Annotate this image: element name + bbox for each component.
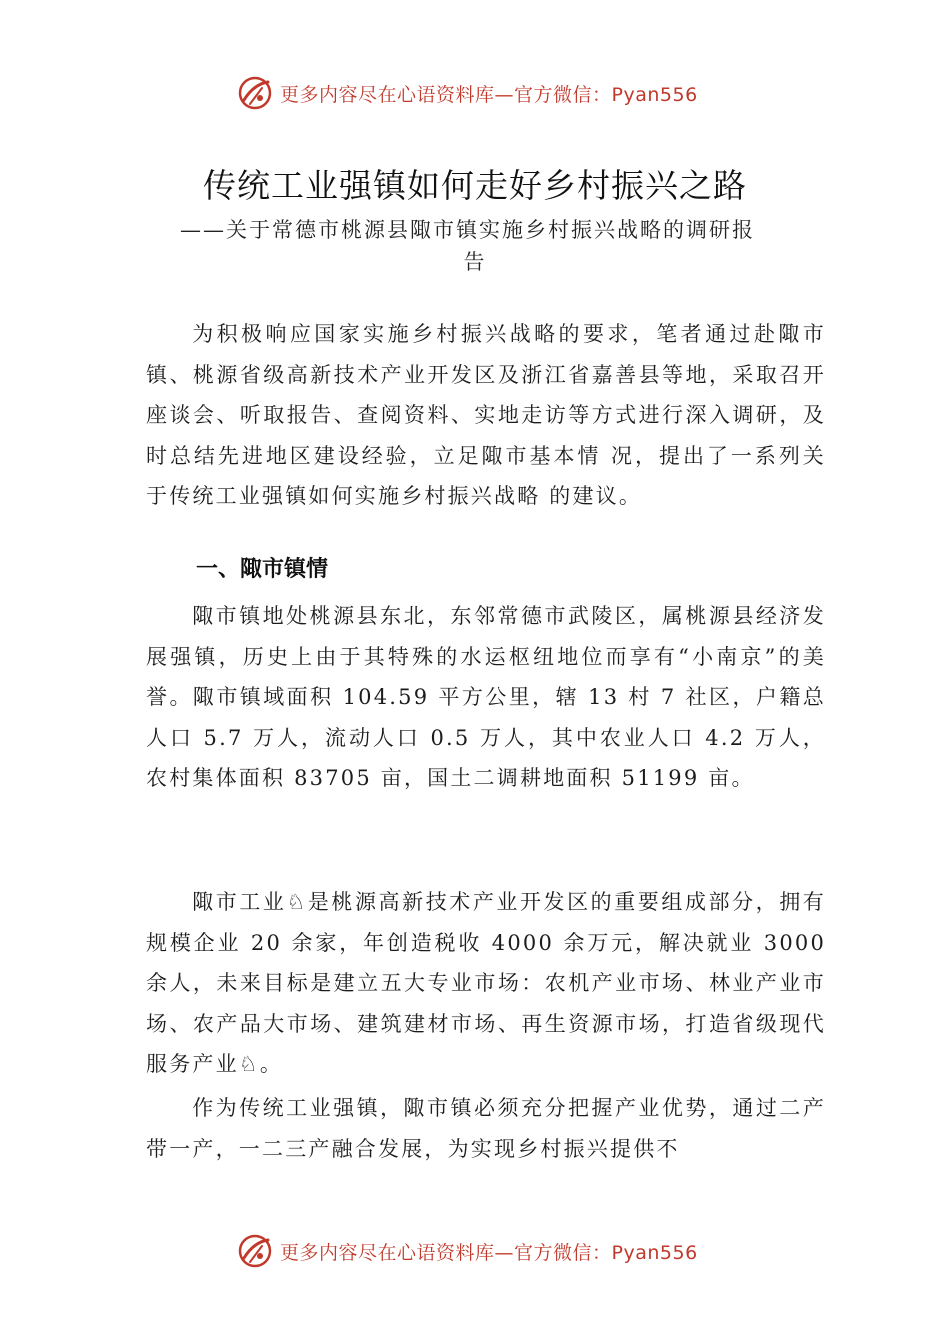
banner-wechat-id: Pyan556: [611, 1242, 698, 1264]
industry-paragraph: 陬市工业♘是桃源高新技术产业开发区的重要组成部分，拥有规模企业 20 余家，年创造税收 4000 余万元，解决就业 3000 余人，未来目标是建立五大专业市场：农机产业市场、林业产业市场、农产品大市场、建筑建材市场、再生资源市场，打造省级现代服务产业♘。: [146, 890, 826, 1076]
banner-separator: —: [494, 84, 515, 106]
document-subtitle: ——关于常德市桃源县陬市镇实施乡村振兴战略的调研报: [180, 218, 755, 242]
banner-slogan: 更多内容尽在心语资料库: [280, 1242, 495, 1264]
bottom-banner: [0, 1232, 950, 1272]
strategy-paragraph: 作为传统工业强镇，陬市镇必须充分把握产业优势，通过二产带一产，一二三产融合发展，为实现乡村振兴提供不: [146, 1096, 826, 1161]
library-logo-icon: [236, 74, 274, 112]
banner-wechat-label: 官方微信：: [514, 1242, 612, 1264]
banner-wechat-label: 官方微信：: [514, 84, 612, 106]
banner-wechat-id: Pyan556: [611, 84, 698, 106]
town-overview-paragraph: 陬市镇地处桃源县东北，东邻常德市武陵区，属桃源县经济发展强镇，历史上由于其特殊的水运枢纽地位而享有“小南京”的美誉。陬市镇域面积 104.59 平方公里，辖 13 村 7 社区，户籍总人口 5.7 万人，流动人口 0.5 万人，其中农业人口 4.2 万人，农村集体面积 83705 亩，国土二调耕地面积 51199 亩。: [146, 604, 826, 790]
top-banner: [0, 74, 950, 114]
banner-text: [280, 80, 698, 107]
document-title: 传统工业强镇如何走好乡村振兴之路: [203, 166, 747, 205]
document-subtitle-tail: 告: [463, 250, 487, 274]
banner-slogan: 更多内容尽在心语资料库: [280, 84, 495, 106]
banner-separator: —: [494, 1242, 515, 1264]
library-logo-icon: [236, 1232, 274, 1270]
section-heading: 一、陬市镇情: [196, 557, 329, 582]
intro-paragraph: 为积极响应国家实施乡村振兴战略的要求，笔者通过赴陬市镇、桃源省级高新技术产业开发区及浙江省嘉善县等地，采取召开座谈会、听取报告、查阅资料、实地走访等方式进行深入调研，及时总结先进地区建设经验，立足陬市基本情 况，提出了一系列关于传统工业强镇如何实施乡村振兴战略 的建议。: [146, 322, 826, 508]
banner-text: [280, 1238, 698, 1265]
